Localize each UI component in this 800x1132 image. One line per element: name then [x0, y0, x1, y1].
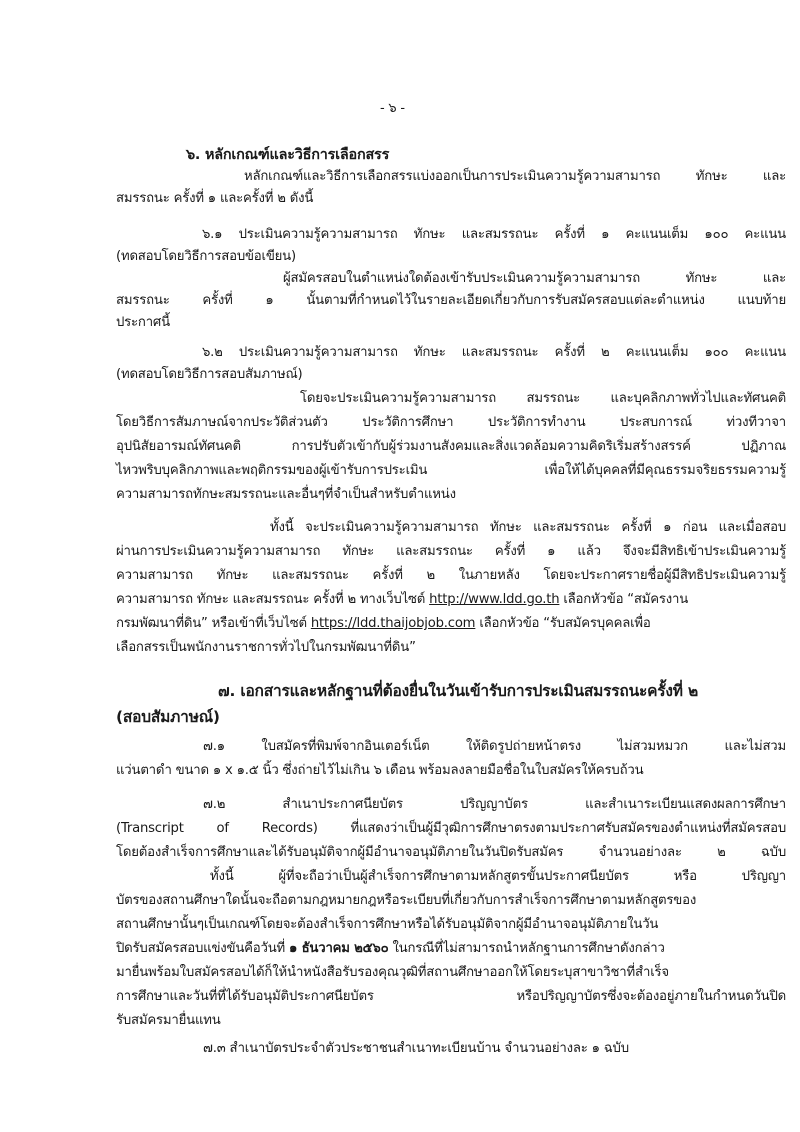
item-7-1-line-2: แว่นตาดำ ขนาด ๑ x ๑.๕ นิ้ว ซึ่งถ่ายไว้ไม่เกิน ๖ เดือน พร้อมลงลายมือชื่อในใบสมัครให้ครบถ้วน	[116, 763, 644, 778]
note-line-5-prefix: กรมพัฒนาที่ดิน” หรือเข้าที่เว็บไซต์	[116, 616, 311, 631]
item-7-2-note-line-6: การศึกษาและวันที่ที่ได้รับอนุมัติประกาศนียบัตร หรือปริญญาบัตรซึ่งจะต้องอยู่ภายในกำหนดวันปิด	[116, 989, 786, 1004]
section-7-heading-line-1: ๗. เอกสารและหลักฐานที่ต้องยื่นในวันเข้ารับการประเมินสมรรถนะครั้งที่ ๒	[218, 682, 698, 700]
item-7-2-note-line-3: สถานศึกษานั้นๆเป็นเกณฑ์โดยจะต้องสำเร็จการศึกษาหรือได้รับอนุมัติจากผู้มีอำนาจอนุมัติภายในวัน	[116, 917, 659, 932]
closing-date-prefix: ปิดรับสมัครสอบแข่งขันคือวันที่	[116, 941, 290, 956]
section-6-intro-line-1: หลักเกณฑ์และวิธีการเลือกสรรแบ่งออกเป็นการประเมินความรู้ความสามารถ ทักษะ และ	[244, 169, 786, 184]
item-6-1-line-2: (ทดสอบโดยวิธีการสอบข้อเขียน)	[116, 249, 296, 264]
item-6-2-line-5: อุปนิสัยอารมณ์ทัศนคติ การปรับตัวเข้ากับผู้ร่วมงานสังคมและสิ่งแวดล้อมความคิดริเริ่มสร้างสรรค์ ปฏิภาณ	[116, 439, 786, 454]
item-6-2-line-2: (ทดสอบโดยวิธีการสอบสัมภาษณ์)	[116, 367, 303, 382]
ldd-website-link[interactable]: http://www.ldd.go.th	[429, 592, 560, 607]
item-6-2-line-4: โดยวิธีการสัมภาษณ์จากประวัติส่วนตัว ประวัติการศึกษา ประวัติการทำงาน ประสบการณ์ ท่วงทีวาจา	[116, 415, 786, 430]
item-7-1-line-1: ๗.๑ ใบสมัครที่พิมพ์จากอินเตอร์เน็ต ให้ติดรูปถ่ายหน้าตรง ไม่สวมหมวก และไม่สวม	[203, 739, 786, 754]
item-6-1-line-4: สมรรถนะ ครั้งที่ ๑ นั้นตามที่กำหนดไว้ในรายละเอียดเกี่ยวกับการรับสมัครสอบแต่ละตำแหน่ง แนบท้าย	[116, 293, 786, 308]
note-line-5-suffix: เลือกหัวข้อ “รับสมัครบุคคลเพื่อ	[475, 616, 651, 631]
item-6-2-line-1: ๖.๒ ประเมินความรู้ความสามารถ ทักษะ และสมรรถนะ ครั้งที่ ๒ คะแนนเต็ม ๑๐๐ คะแนน	[202, 345, 786, 360]
section-6-note-line-3: ความสามารถ ทักษะ และสมรรถนะ ครั้งที่ ๒ ในภายหลัง โดยจะประกาศรายชื่อผู้มีสิทธิประเมินความรู้	[116, 568, 786, 583]
item-6-1-line-1: ๖.๑ ประเมินความรู้ความสามารถ ทักษะ และสมรรถนะ ครั้งที่ ๑ คะแนนเต็ม ๑๐๐ คะแนน	[202, 227, 786, 242]
section-6-note-line-6: เลือกสรรเป็นพนักงานราชการทั่วไปในกรมพัฒนาที่ดิน”	[116, 640, 416, 655]
section-6-note-line-4	[116, 589, 688, 611]
note-line-4-suffix: เลือกหัวข้อ “สมัครงาน	[559, 592, 689, 607]
item-7-2-note-line-1: ทั้งนี้ ผู้ที่จะถือว่าเป็นผู้สำเร็จการศึกษาตามหลักสูตรขั้นประกาศนียบัตร หรือ ปริญญา	[210, 869, 786, 884]
item-6-1-line-3: ผู้สมัครสอบในตำแหน่งใดต้องเข้ารับประเมินความรู้ความสามารถ ทักษะ และ	[283, 271, 786, 286]
section-6-note-line-1: ทั้งนี้ จะประเมินความรู้ความสามารถ ทักษะ และสมรรถนะ ครั้งที่ ๑ ก่อน และเมื่อสอบ	[270, 520, 786, 535]
note-line-4-prefix: ความสามารถ ทักษะ และสมรรถนะ ครั้งที่ ๒ ทางเว็บไซต์	[116, 592, 430, 607]
page-number: - ๖ -	[380, 101, 405, 116]
section-7-heading-line-2: (สอบสัมภาษณ์)	[116, 708, 220, 726]
item-6-2-line-3: โดยจะประเมินความรู้ความสามารถ สมรรถนะ และบุคลิกภาพทั่วไปและทัศนคติ	[300, 391, 786, 406]
item-6-2-line-6: ไหวพริบบุคลิกภาพและพฤติกรรมของผู้เข้ารับการประเมิน เพื่อให้ได้บุคคลที่มีคุณธรรมจริยธรรมความรู้	[116, 463, 786, 478]
item-7-2-line-1: ๗.๒ สำเนาประกาศนียบัตร ปริญญาบัตร และสำเนาระเบียนแสดงผลการศึกษา	[203, 797, 786, 812]
section-6-intro-line-2: สมรรถนะ ครั้งที่ ๑ และครั้งที่ ๒ ดังนี้	[116, 191, 314, 206]
item-7-2-line-3: โดยต้องสำเร็จการศึกษาและได้รับอนุมัติจากผู้มีอำนาจอนุมัติภายในวันปิดรับสมัคร จำนวนอย่างละ ๒ ฉบับ	[116, 845, 786, 860]
item-7-2-note-line-4	[116, 938, 665, 960]
section-6-heading: ๖. หลักเกณฑ์และวิธีการเลือกสรร	[186, 147, 390, 163]
item-7-2-note-line-2: บัตรของสถานศึกษาใดนั้นจะถือตามกฎหมายกฎหรือระเบียบที่เกี่ยวกับการสำเร็จการศึกษาตามหลักสูตรของ	[116, 893, 697, 908]
item-7-3-line-1: ๗.๓ สำเนาบัตรประจำตัวประชาชนสำเนาทะเบียนบ้าน จำนวนอย่างละ ๑ ฉบับ	[203, 1041, 629, 1056]
section-6-note-line-5	[116, 613, 651, 635]
item-6-1-line-5: ประกาศนี้	[116, 315, 170, 330]
item-7-2-note-line-5: มายื่นพร้อมใบสมัครสอบได้ก็ให้นำหนังสือรับรองคุณวุฒิที่สถานศึกษาออกให้โดยระบุสาขาวิชาที่สำเร็จ	[116, 965, 669, 980]
closing-date: ๑ ธันวาคม ๒๕๖๐	[289, 941, 389, 956]
item-6-2-line-7: ความสามารถทักษะสมรรถนะและอื่นๆที่จำเป็นสำหรับตำแหน่ง	[116, 487, 456, 502]
item-7-2-line-2: (Transcript of Records) ที่แสดงว่าเป็นผู้มีวุฒิการศึกษาตรงตามประกาศรับสมัครของตำแหน่งที่สมัครสอบ	[116, 821, 786, 836]
thaijobjob-website-link[interactable]: https://ldd.thaijobjob.com	[310, 616, 476, 631]
closing-date-suffix: ในกรณีที่ไม่สามารถนำหลักฐานการศึกษาดังกล่าว	[388, 941, 665, 956]
section-6-note-line-2: ผ่านการประเมินความรู้ความสามารถ ทักษะ และสมรรถนะ ครั้งที่ ๑ แล้ว จึงจะมีสิทธิเข้าประเมินความรู้	[116, 544, 786, 559]
item-7-2-note-line-7: รับสมัครมายื่นแทน	[116, 1013, 221, 1028]
